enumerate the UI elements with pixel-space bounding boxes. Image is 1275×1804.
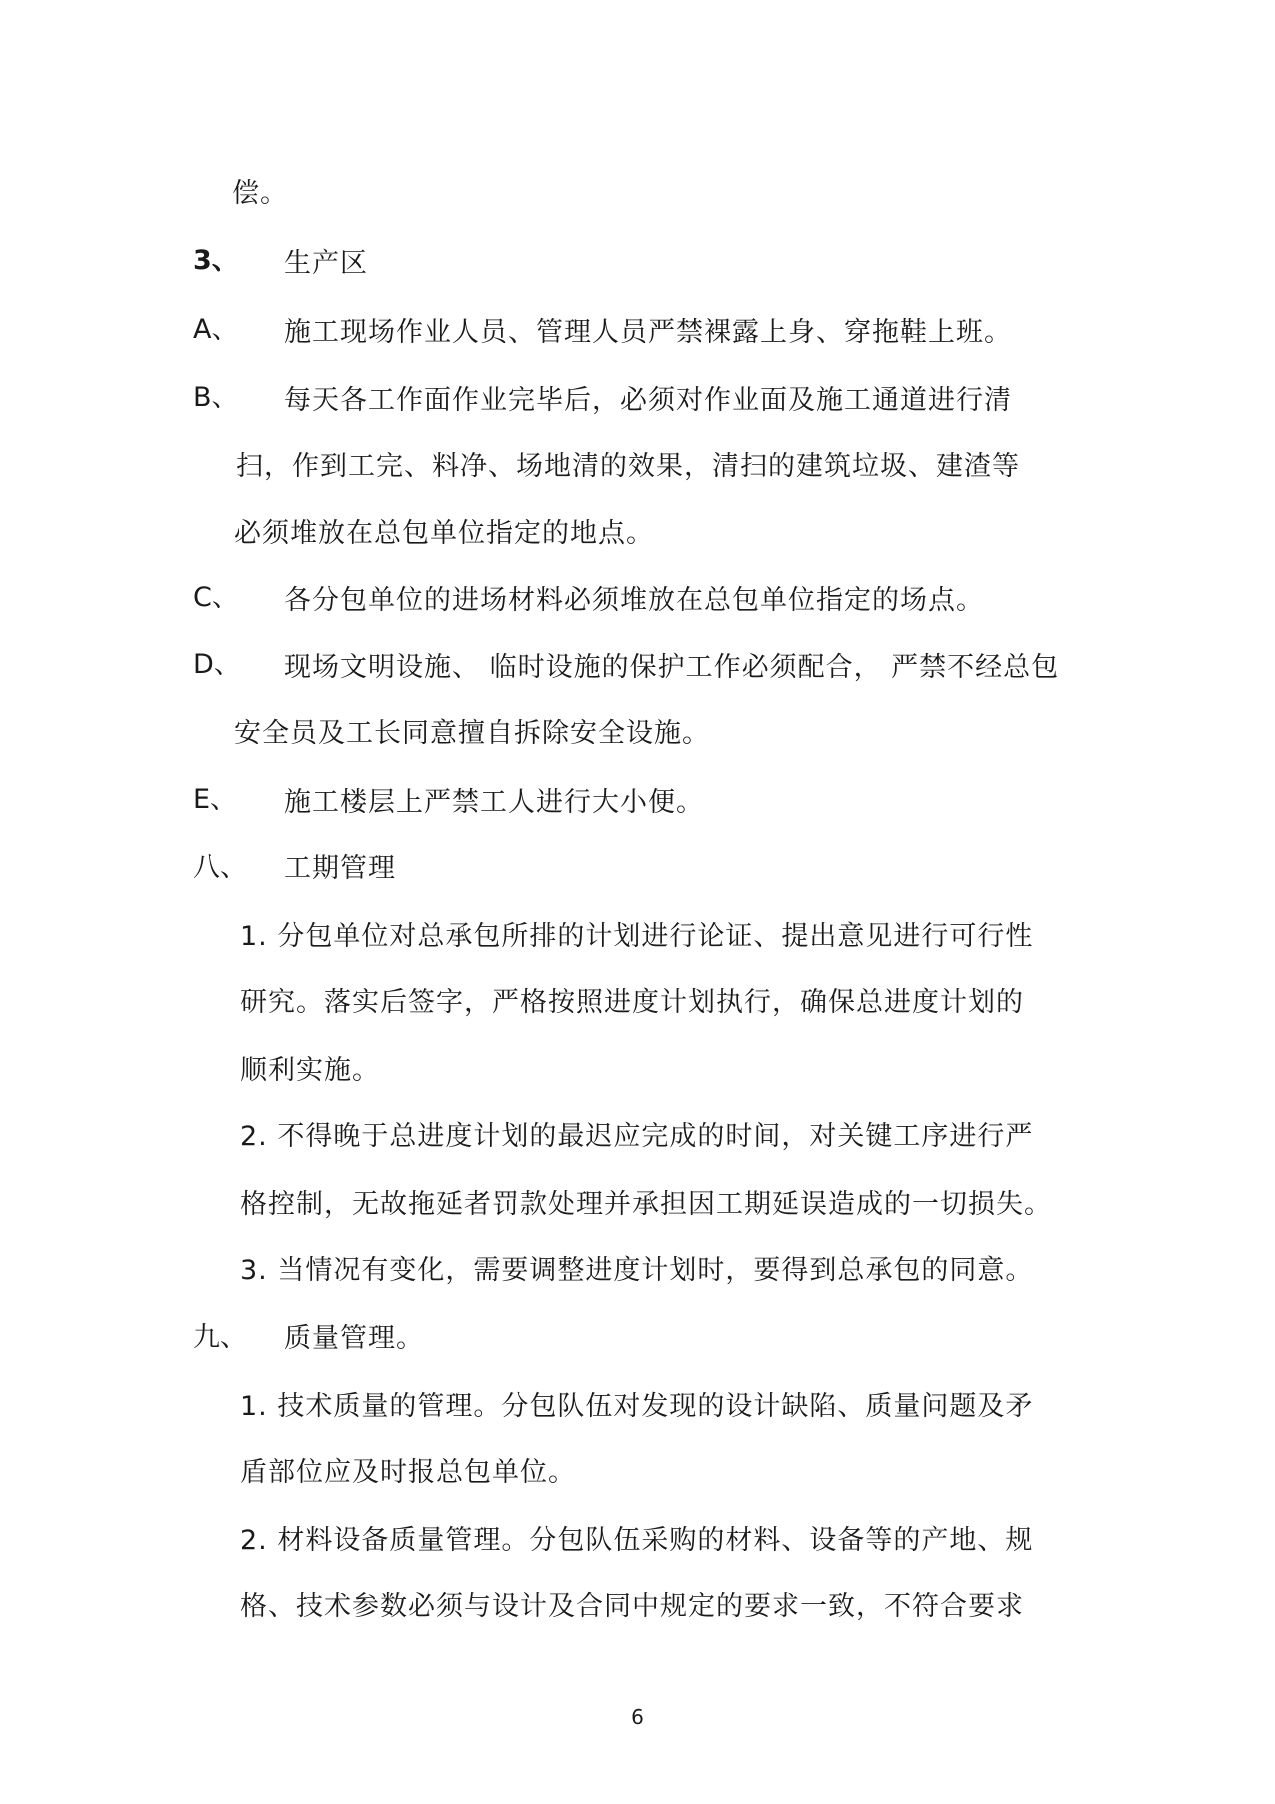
text-line: 盾部位应及时报总包单位。 <box>240 1457 576 1488</box>
text-line: 顺利实施。 <box>240 1055 380 1086</box>
text-line: 格、技术参数必须与设计及合同中规定的要求一致，不符合要求 <box>240 1591 1024 1622</box>
section-marker: 八、 <box>193 852 247 883</box>
text-line: 偿。 <box>232 178 288 209</box>
item-marker: C、 <box>193 582 239 613</box>
text-line: 必须堆放在总包单位指定的地点。 <box>234 518 654 549</box>
text-line: 1. 分包单位对总承包所排的计划进行论证、提出意见进行可行性 <box>240 921 1034 952</box>
text-line: 2. 不得晚于总进度计划的最迟应完成的时间，对关键工序进行严 <box>240 1121 1034 1152</box>
text-line: 格控制，无故拖延者罚款处理并承担因工期延误造成的一切损失。 <box>240 1189 1052 1220</box>
text-line: 3. 当情况有变化，需要调整进度计划时，要得到总承包的同意。 <box>240 1255 1034 1286</box>
text-line: 扫，作到工完、料净、场地清的效果，清扫的建筑垃圾、建渣等 <box>236 451 1020 482</box>
item-marker: D、 <box>193 649 241 680</box>
text-line: 研究。落实后签字，严格按照进度计划执行，确保总进度计划的 <box>240 987 1024 1018</box>
text-line: 每天各工作面作业完毕后，必须对作业面及施工通道进行清 <box>284 385 1012 416</box>
item-marker: A、 <box>193 314 239 345</box>
item-marker: B、 <box>193 382 239 413</box>
text-line: 各分包单位的进场材料必须堆放在总包单位指定的场点。 <box>284 585 984 616</box>
section-heading: 质量管理。 <box>284 1323 424 1354</box>
page-number: 6 <box>631 1705 644 1729</box>
section-heading: 工期管理 <box>284 853 396 884</box>
section-marker: 九、 <box>193 1322 247 1353</box>
item-marker: E、 <box>193 784 238 815</box>
text-line: 2. 材料设备质量管理。分包队伍采购的材料、设备等的产地、规 <box>240 1525 1034 1556</box>
text-line: 施工楼层上严禁工人进行大小便。 <box>284 787 704 818</box>
text-line: 现场文明设施、 临时设施的保护工作必须配合， 严禁不经总包 <box>284 652 1060 683</box>
section-heading: 生产区 <box>284 248 368 279</box>
item-marker: 3、 <box>193 245 239 276</box>
text-line: 1. 技术质量的管理。分包队伍对发现的设计缺陷、质量问题及矛 <box>240 1391 1034 1422</box>
text-line: 施工现场作业人员、管理人员严禁裸露上身、穿拖鞋上班。 <box>284 317 1012 348</box>
text-line: 安全员及工长同意擅自拆除安全设施。 <box>234 718 710 749</box>
